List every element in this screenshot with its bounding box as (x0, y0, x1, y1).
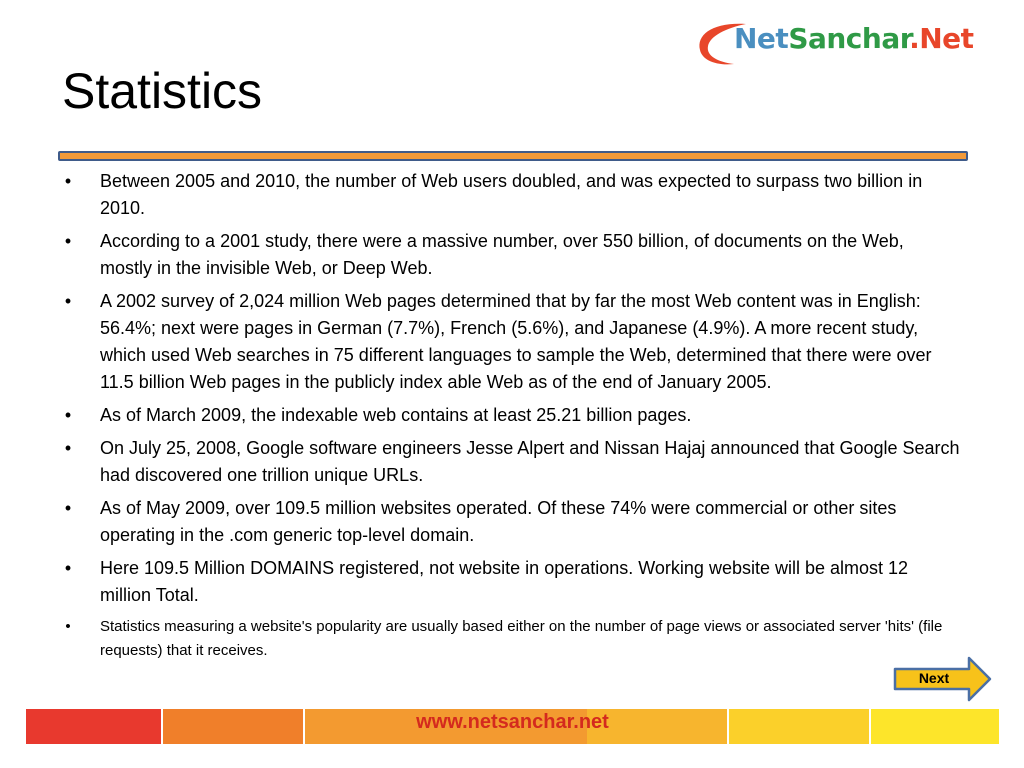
bullet-item (58, 495, 960, 549)
title-divider (58, 151, 968, 161)
bullet-item (58, 228, 960, 282)
bullet-text: Here 109.5 Million DOMAINS registered, not website in operations. Working website will be almost 12 million Total. (100, 558, 909, 605)
bullet-dot: • (64, 558, 72, 578)
bullet-item (58, 288, 960, 396)
next-button-label: Next (918, 670, 950, 686)
bullet-item (58, 402, 960, 429)
logo-part-net: Net (734, 22, 789, 55)
bullet-text: As of May 2009, over 109.5 million websites operated. Of these 74% were commercial or other sites operating in the .com generic top-level domain. (100, 498, 897, 545)
netsanchar-logo (694, 16, 994, 72)
slide-title: Statistics (62, 63, 263, 119)
bullet-text: Statistics measuring a website's popularity are usually based either on the number of page views or associated server 'hits' (file requests) that it receives. (100, 618, 943, 659)
bullet-item (58, 555, 960, 609)
bullet-dot: • (64, 405, 72, 425)
bullet-text: A 2002 survey of 2,024 million Web pages determined that by far the most Web content was in English: 56.4%; next were pages in German (7.7%), French (5.6%), and Japanese (4.9%). A more recent study, which used Web searches in 75 different languages to sample the Web, determined that there were over 11.5 billion Web pages in the publicly index able Web as of the end of January 2005. (100, 291, 932, 392)
bullet-list (58, 168, 960, 669)
bullet-item (58, 435, 960, 489)
bullet-text: As of March 2009, the indexable web contains at least 25.21 billion pages. (100, 405, 692, 425)
bullet-text: According to a 2001 study, there were a massive number, over 550 billion, of documents on the Web, mostly in the invisible Web, or Deep Web. (100, 231, 904, 278)
bullet-item (58, 168, 960, 222)
bullet-dot: • (64, 498, 72, 518)
bullet-item (58, 615, 960, 663)
logo-wordmark (734, 22, 974, 55)
next-button[interactable] (893, 656, 993, 702)
bullet-dot: • (64, 231, 72, 251)
bullet-dot: • (64, 438, 72, 458)
bullet-dot: • (65, 618, 71, 635)
logo-part-sanchar: Sanchar (788, 22, 910, 55)
logo-part-dotnet: .Net (909, 22, 974, 55)
bullet-text: Between 2005 and 2010, the number of Web users doubled, and was expected to surpass two billion in 2010. (100, 171, 923, 218)
bullet-dot: • (64, 291, 72, 311)
bullet-dot: • (64, 171, 72, 191)
bullet-text: On July 25, 2008, Google software engineers Jesse Alpert and Nissan Hajaj announced that Google Search had discovered one trillion unique URLs. (100, 438, 960, 485)
footer-url-link[interactable]: www.netsanchar.net (416, 711, 609, 733)
